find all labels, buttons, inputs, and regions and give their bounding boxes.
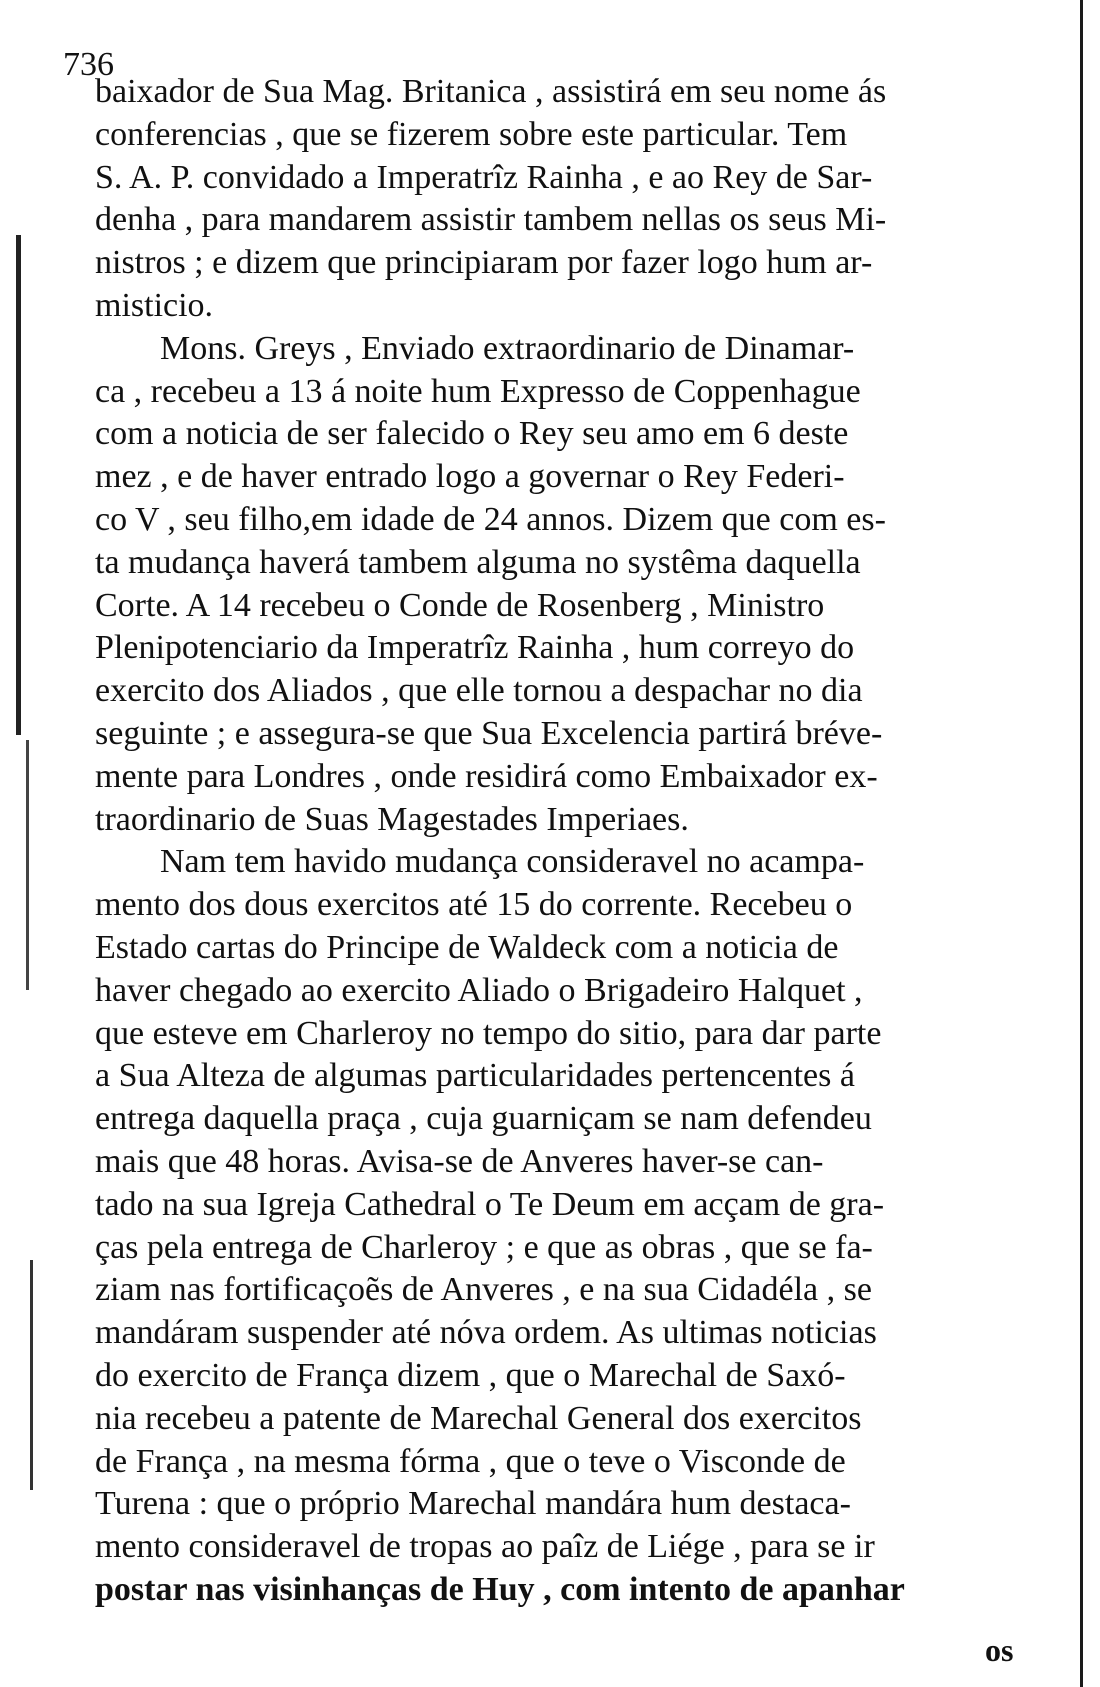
catchword: os	[985, 1632, 1014, 1668]
text-line: mez , e de haver entrado logo a governar o Rey Federi-	[95, 458, 845, 495]
text-line: ziam nas fortificaçoẽs de Anveres , e na sua Cidadéla , se	[95, 1271, 872, 1308]
gutter-shadow-bottom	[30, 1260, 33, 1490]
text-line: mais que 48 horas. Avisa-se de Anveres haver-se can-	[95, 1143, 824, 1180]
text-line: postar nas visinhanças de Huy , com intento de apanhar	[95, 1571, 905, 1608]
page-edge-rule	[1080, 0, 1083, 1687]
text-line: nistros ; e dizem que principiaram por fazer logo hum ar-	[95, 244, 873, 281]
text-line: conferencias , que se fizerem sobre este particular. Tem	[95, 116, 848, 153]
text-line: Corte. A 14 recebeu o Conde de Rosenberg , Ministro	[95, 587, 825, 624]
text-line: baixador de Sua Mag. Britanica , assistirá em seu nome ás	[95, 73, 887, 110]
text-line: com a noticia de ser falecido o Rey seu amo em 6 deste	[95, 415, 849, 452]
text-line: haver chegado ao exercito Aliado o Brigadeiro Halquet ,	[95, 972, 863, 1009]
text-line: mento consideravel de tropas ao paîz de Liége , para se ir	[95, 1528, 875, 1565]
text-line: Estado cartas do Principe de Waldeck com a noticia de	[95, 929, 839, 966]
text-line: misticio.	[95, 287, 214, 324]
text-line: que esteve em Charleroy no tempo do sitio, para dar parte	[95, 1015, 882, 1052]
text-line: ças pela entrega de Charleroy ; e que as obras , que se fa-	[95, 1229, 873, 1266]
text-line: seguinte ; e assegura-se que Sua Excelencia partirá bréve-	[95, 715, 883, 752]
text-line: S. A. P. convidado a Imperatrîz Rainha , e ao Rey de Sar-	[95, 159, 873, 196]
text-line: mento dos dous exercitos até 15 do corrente. Recebeu o	[95, 886, 853, 923]
text-line: mandáram suspender até nóva ordem. As ultimas noticias	[95, 1314, 877, 1351]
paragraph-start-line: Mons. Greys , Enviado extraordinario de Dinamar-	[160, 330, 855, 367]
text-line: de França , na mesma fórma , que o teve o Visconde de	[95, 1443, 846, 1480]
text-line: co V , seu filho,em idade de 24 annos. Dizem que com es-	[95, 501, 886, 538]
text-line: a Sua Alteza de algumas particularidades pertencentes á	[95, 1057, 855, 1094]
text-line: denha , para mandarem assistir tambem nellas os seus Mi-	[95, 201, 887, 238]
text-line: nia recebeu a patente de Marechal General dos exercitos	[95, 1400, 862, 1437]
text-line: exercito dos Aliados , que elle tornou a despachar no dia	[95, 672, 863, 709]
text-line: do exercito de França dizem , que o Marechal de Saxó-	[95, 1357, 846, 1394]
gutter-shadow-middle	[26, 740, 29, 990]
text-line: ca , recebeu a 13 á noite hum Expresso de Coppenhague	[95, 373, 861, 410]
text-line: Turena : que o próprio Marechal mandára hum destaca-	[95, 1485, 851, 1522]
gutter-shadow-top	[16, 235, 21, 735]
text-line: entrega daquella praça , cuja guarniçam se nam defendeu	[95, 1100, 872, 1137]
text-line: traordinario de Suas Magestades Imperiaes.	[95, 801, 689, 838]
page-number: 736	[63, 46, 114, 83]
text-line: ta mudança haverá tambem alguma no systêma daquella	[95, 544, 861, 581]
text-line: mente para Londres , onde residirá como Embaixador ex-	[95, 758, 878, 795]
text-line: Plenipotenciario da Imperatrîz Rainha , hum correyo do	[95, 629, 855, 666]
paragraph-start-line: Nam tem havido mudança consideravel no acampa-	[160, 843, 865, 880]
text-line: tado na sua Igreja Cathedral o Te Deum em acçam de gra-	[95, 1186, 885, 1223]
